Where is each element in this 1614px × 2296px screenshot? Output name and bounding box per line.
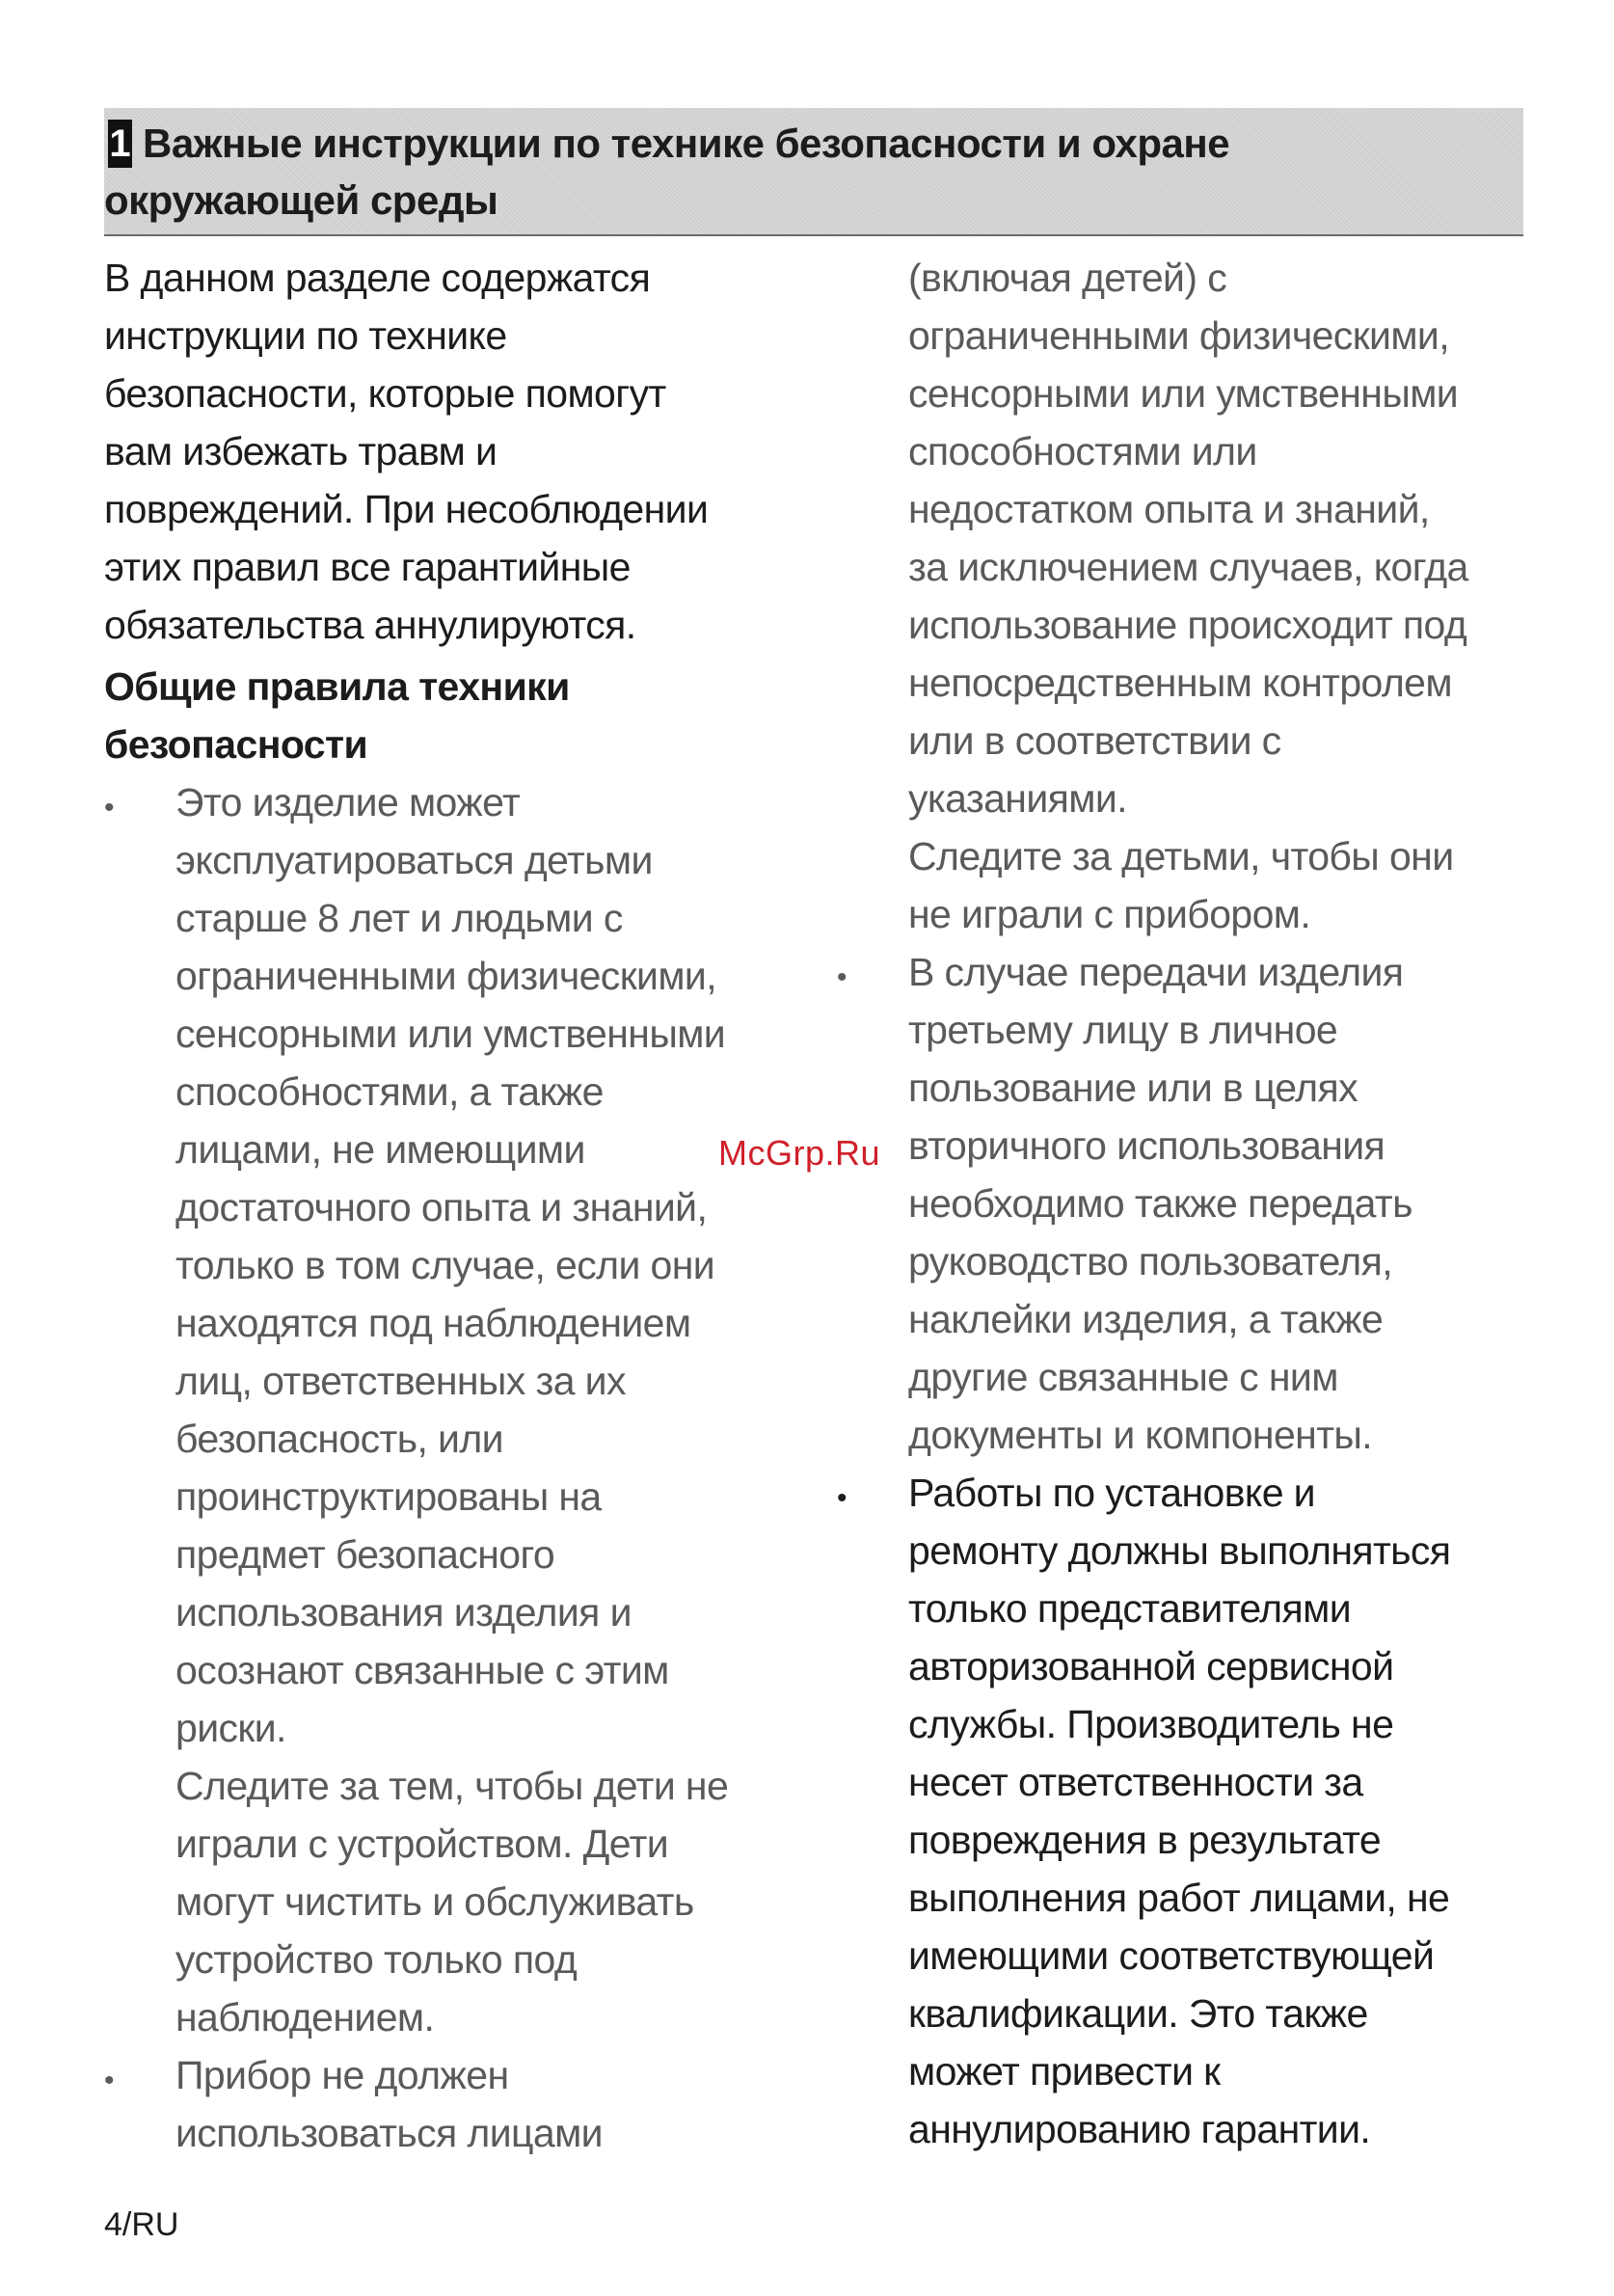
- bullet4-line: может привести к: [908, 2049, 1221, 2093]
- bullet1-line: достаточного опыта и знаний,: [175, 1185, 708, 1229]
- bullet-icon: •: [104, 792, 115, 824]
- general-safety-heading: Общие правила техники: [104, 664, 570, 709]
- bullet3-line: вторичного использования: [908, 1123, 1385, 1168]
- bullet2-line: сенсорными или умственными: [908, 371, 1459, 416]
- bullet-icon: •: [104, 2065, 115, 2096]
- bullet4-line: ремонту должны выполняться: [908, 1528, 1451, 1573]
- bullet1-line: осознают связанные с этим: [175, 1648, 669, 1692]
- bullet1-line: предмет безопасного: [175, 1532, 555, 1577]
- bullet1-line: риски.: [175, 1706, 286, 1750]
- bullet1-line: только в том случае, если они: [175, 1243, 715, 1287]
- bullet1-line: наблюдением.: [175, 1995, 435, 2039]
- bullet3-line: другие связанные с ним: [908, 1355, 1338, 1399]
- bullet2-line: Следите за детьми, чтобы они: [908, 834, 1454, 878]
- bullet1-line: проинструктированы на: [175, 1474, 602, 1519]
- bullet1-line: сенсорными или умственными: [175, 1012, 726, 1056]
- bullet1-line: использования изделия и: [175, 1590, 632, 1634]
- bullet1-line: безопасность, или: [175, 1417, 503, 1461]
- bullet4-line: повреждения в результате: [908, 1818, 1382, 1862]
- watermark: McGrp.Ru: [718, 1133, 881, 1173]
- bullet2-line: Прибор не должен: [175, 2053, 509, 2097]
- bullet1-line: играли с устройством. Дети: [175, 1822, 669, 1866]
- bullet2-line: непосредственным контролем: [908, 661, 1452, 705]
- bullet4-line: выполнения работ лицами, не: [908, 1876, 1450, 1920]
- bullet2-line: за исключением случаев, когда: [908, 545, 1468, 589]
- bullet3-line: третьему лицу в личное: [908, 1008, 1338, 1052]
- bullet2-line: способностями или: [908, 429, 1257, 473]
- bullet2-line: указаниями.: [908, 776, 1127, 821]
- intro-line: безопасности, которые помогут: [104, 371, 666, 416]
- bullet4-line: квалификации. Это также: [908, 1991, 1368, 2036]
- bullet4-line: службы. Производитель не: [908, 1702, 1394, 1746]
- intro-line: вам избежать травм и: [104, 429, 498, 473]
- bullet3-line: наклейки изделия, а также: [908, 1297, 1384, 1341]
- bullet1-line: могут чистить и обслуживать: [175, 1879, 694, 1924]
- bullet2-line: использоваться лицами: [175, 2111, 603, 2155]
- bullet2-line: (включая детей) с: [908, 256, 1227, 300]
- bullet2-line: использование происходит под: [908, 603, 1467, 647]
- bullet4-line: имеющими соответствующей: [908, 1933, 1435, 1978]
- section-number-badge: 1: [108, 120, 132, 168]
- intro-line: повреждений. При несоблюдении: [104, 487, 709, 531]
- bullet3-line: пользование или в целях: [908, 1066, 1358, 1110]
- bullet4-line: только представителями: [908, 1586, 1352, 1631]
- bullet2-line: ограниченными физическими,: [908, 313, 1450, 358]
- bullet1-line: эксплуатироваться детьми: [175, 838, 653, 882]
- general-safety-heading: безопасности: [104, 722, 368, 767]
- bullet-icon: •: [837, 961, 847, 993]
- intro-line: инструкции по технике: [104, 313, 507, 358]
- intro-line: обязательства аннулируются.: [104, 603, 636, 647]
- bullet-icon: •: [837, 1482, 847, 1514]
- section-title-line-2: окружающей среды: [104, 177, 498, 223]
- bullet3-line: документы и компоненты.: [908, 1413, 1373, 1457]
- bullet4-line: авторизованной сервисной: [908, 1644, 1394, 1688]
- bullet1-line: находятся под наблюдением: [175, 1301, 691, 1345]
- bullet2-line: недостатком опыта и знаний,: [908, 487, 1430, 531]
- intro-line: В данном разделе содержатся: [104, 256, 651, 300]
- bullet3-line: руководство пользователя,: [908, 1239, 1393, 1283]
- bullet1-line: лиц, ответственных за их: [175, 1359, 626, 1403]
- bullet4-line: аннулированию гарантии.: [908, 2107, 1371, 2151]
- bullet1-line: устройство только под: [175, 1937, 578, 1982]
- section-title-line-1: Важные инструкции по технике безопасности и охране: [143, 121, 1230, 166]
- bullet3-line: необходимо также передать: [908, 1181, 1412, 1226]
- page-number: 4/RU: [104, 2206, 179, 2243]
- intro-line: этих правил все гарантийные: [104, 545, 631, 589]
- bullet4-line: Работы по установке и: [908, 1471, 1315, 1515]
- bullet1-line: Это изделие может: [175, 780, 521, 824]
- bullet1-line: лицами, не имеющими: [175, 1127, 585, 1172]
- bullet1-line: Следите за тем, чтобы дети не: [175, 1764, 729, 1808]
- bullet4-line: несет ответственности за: [908, 1760, 1363, 1804]
- bullet1-line: старше 8 лет и людьми с: [175, 896, 623, 940]
- bullet3-line: В случае передачи изделия: [908, 950, 1404, 994]
- bullet2-line: не играли с прибором.: [908, 892, 1311, 936]
- bullet1-line: ограниченными физическими,: [175, 954, 717, 998]
- bullet2-line: или в соответствии с: [908, 718, 1281, 763]
- bullet1-line: способностями, а также: [175, 1069, 604, 1114]
